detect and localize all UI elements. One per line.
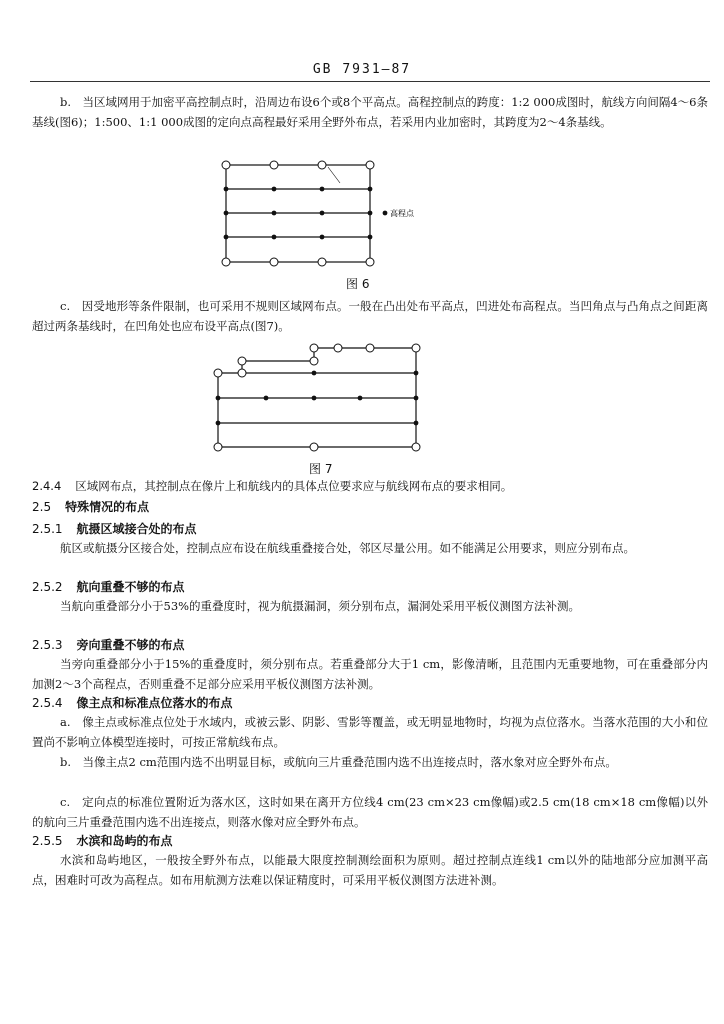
page-header: GB 7931—87 [312,62,412,77]
section-title: 航摄区域接合处的布点 [76,522,197,536]
fig7-caption: 图 7 [309,462,333,476]
section-title: 特殊情况的布点 [65,500,150,514]
section-number: 2.5 [32,500,52,514]
section-2-5-4-item-c: c. 定向点的标准位置附近为落水区，这时如果在离开方位线4 cm(23 cm×23 cm像幅)或2.5 cm(18 cm×18 cm像幅)以外的航向三片重叠范围内选不出连接点，则落水像对应全野外布点。 [32,795,708,829]
figure-6 [218,157,418,272]
figure-7 [210,340,430,455]
section-title: 像主点和标准点位落水的布点 [76,696,233,710]
section-number: 2.5.3 [32,638,63,652]
section-2-5-5-heading [32,832,173,849]
section-number: 2.5.2 [32,580,63,594]
section-2-5-3-body: 当旁向重叠部分小于15%的重叠度时，须分别布点。若重叠部分大于1 cm，影像清晰，且范围内无重要地物，可在重叠部分内加测2～3个高程点，否则重叠不足部分应采用平板仪测图方法补测。 [32,657,708,691]
section-2-5-4-item-b: b. 当像主点2 cm范围内选不出明显目标，或航向三片重叠范围内选不出连接点时，落水象对应全野外布点。 [60,755,617,769]
fig6-legend-label: 高程点 [390,209,414,218]
section-number: 2.5.4 [32,696,63,710]
section-2-5-3-heading [32,636,185,653]
header-rule [30,81,710,82]
section-number: 2.5.1 [32,522,63,536]
section-2-5-2-heading [32,578,185,595]
section-title: 水滨和岛屿的布点 [76,834,173,848]
section-2-5-2-body: 当航向重叠部分小于53%的重叠度时，视为航摄漏洞，须分别布点，漏洞处采用平板仪测图方法补测。 [60,599,581,613]
section-title: 航向重叠不够的布点 [76,580,185,594]
section-2-5-4-heading [32,694,233,711]
section-title: 旁向重叠不够的布点 [76,638,185,652]
paragraph-b: b. 当区域网用于加密平高控制点时，沿周边布设6个或8个平高点。高程控制点的跨度：1:2 000成图时，航线方向间隔4～6条基线(图6)；1:500、1:1 000成图的定向点高程最好采用全野外布点，若采用内业加密时，其跨度为2～4条基线。 [32,95,708,129]
section-2-5-1-body: 航区或航摄分区接合处，控制点应布设在航线重叠接合处，邻区尽量公用。如不能满足公用要求，则应分别布点。 [60,541,635,555]
section-2-5-4-item-a: a. 像主点或标准点位处于水域内，或被云影、阴影、雪影等覆盖，或无明显地物时，均视为点位落水。当落水范围的大小和位置尚不影响立体模型连接时，可按正常航线布点。 [32,715,708,749]
section-number: 2.5.5 [32,834,63,848]
section-2-5-heading [32,498,149,515]
fig6-caption: 图 6 [346,277,370,291]
section-2-5-1-heading [32,520,197,537]
paragraph-c: c. 因受地形等条件限制，也可采用不规则区域网布点。一般在凸出处布平高点，凹进处布高程点。当凹角点与凸角点之间距离超过两条基线时，在凹角处也应布设平高点(图7)。 [32,299,708,333]
legend-marker [383,211,388,216]
section-2-5-5-body: 水滨和岛屿地区，一般按全野外布点，以能最大限度控制测绘面积为原则。超过控制点连线1 cm以外的陆地部分应加测平高点，困难时可改为高程点。如布用航测方法难以保证精度时，可采用平板仪测图方法进补测。 [32,853,708,887]
section-number: 2.4.4 [32,479,62,493]
section-text: 区域网布点，其控制点在像片上和航线内的具体点位要求应与航线网布点的要求相同。 [75,479,513,493]
section-2-4-4 [32,476,708,496]
